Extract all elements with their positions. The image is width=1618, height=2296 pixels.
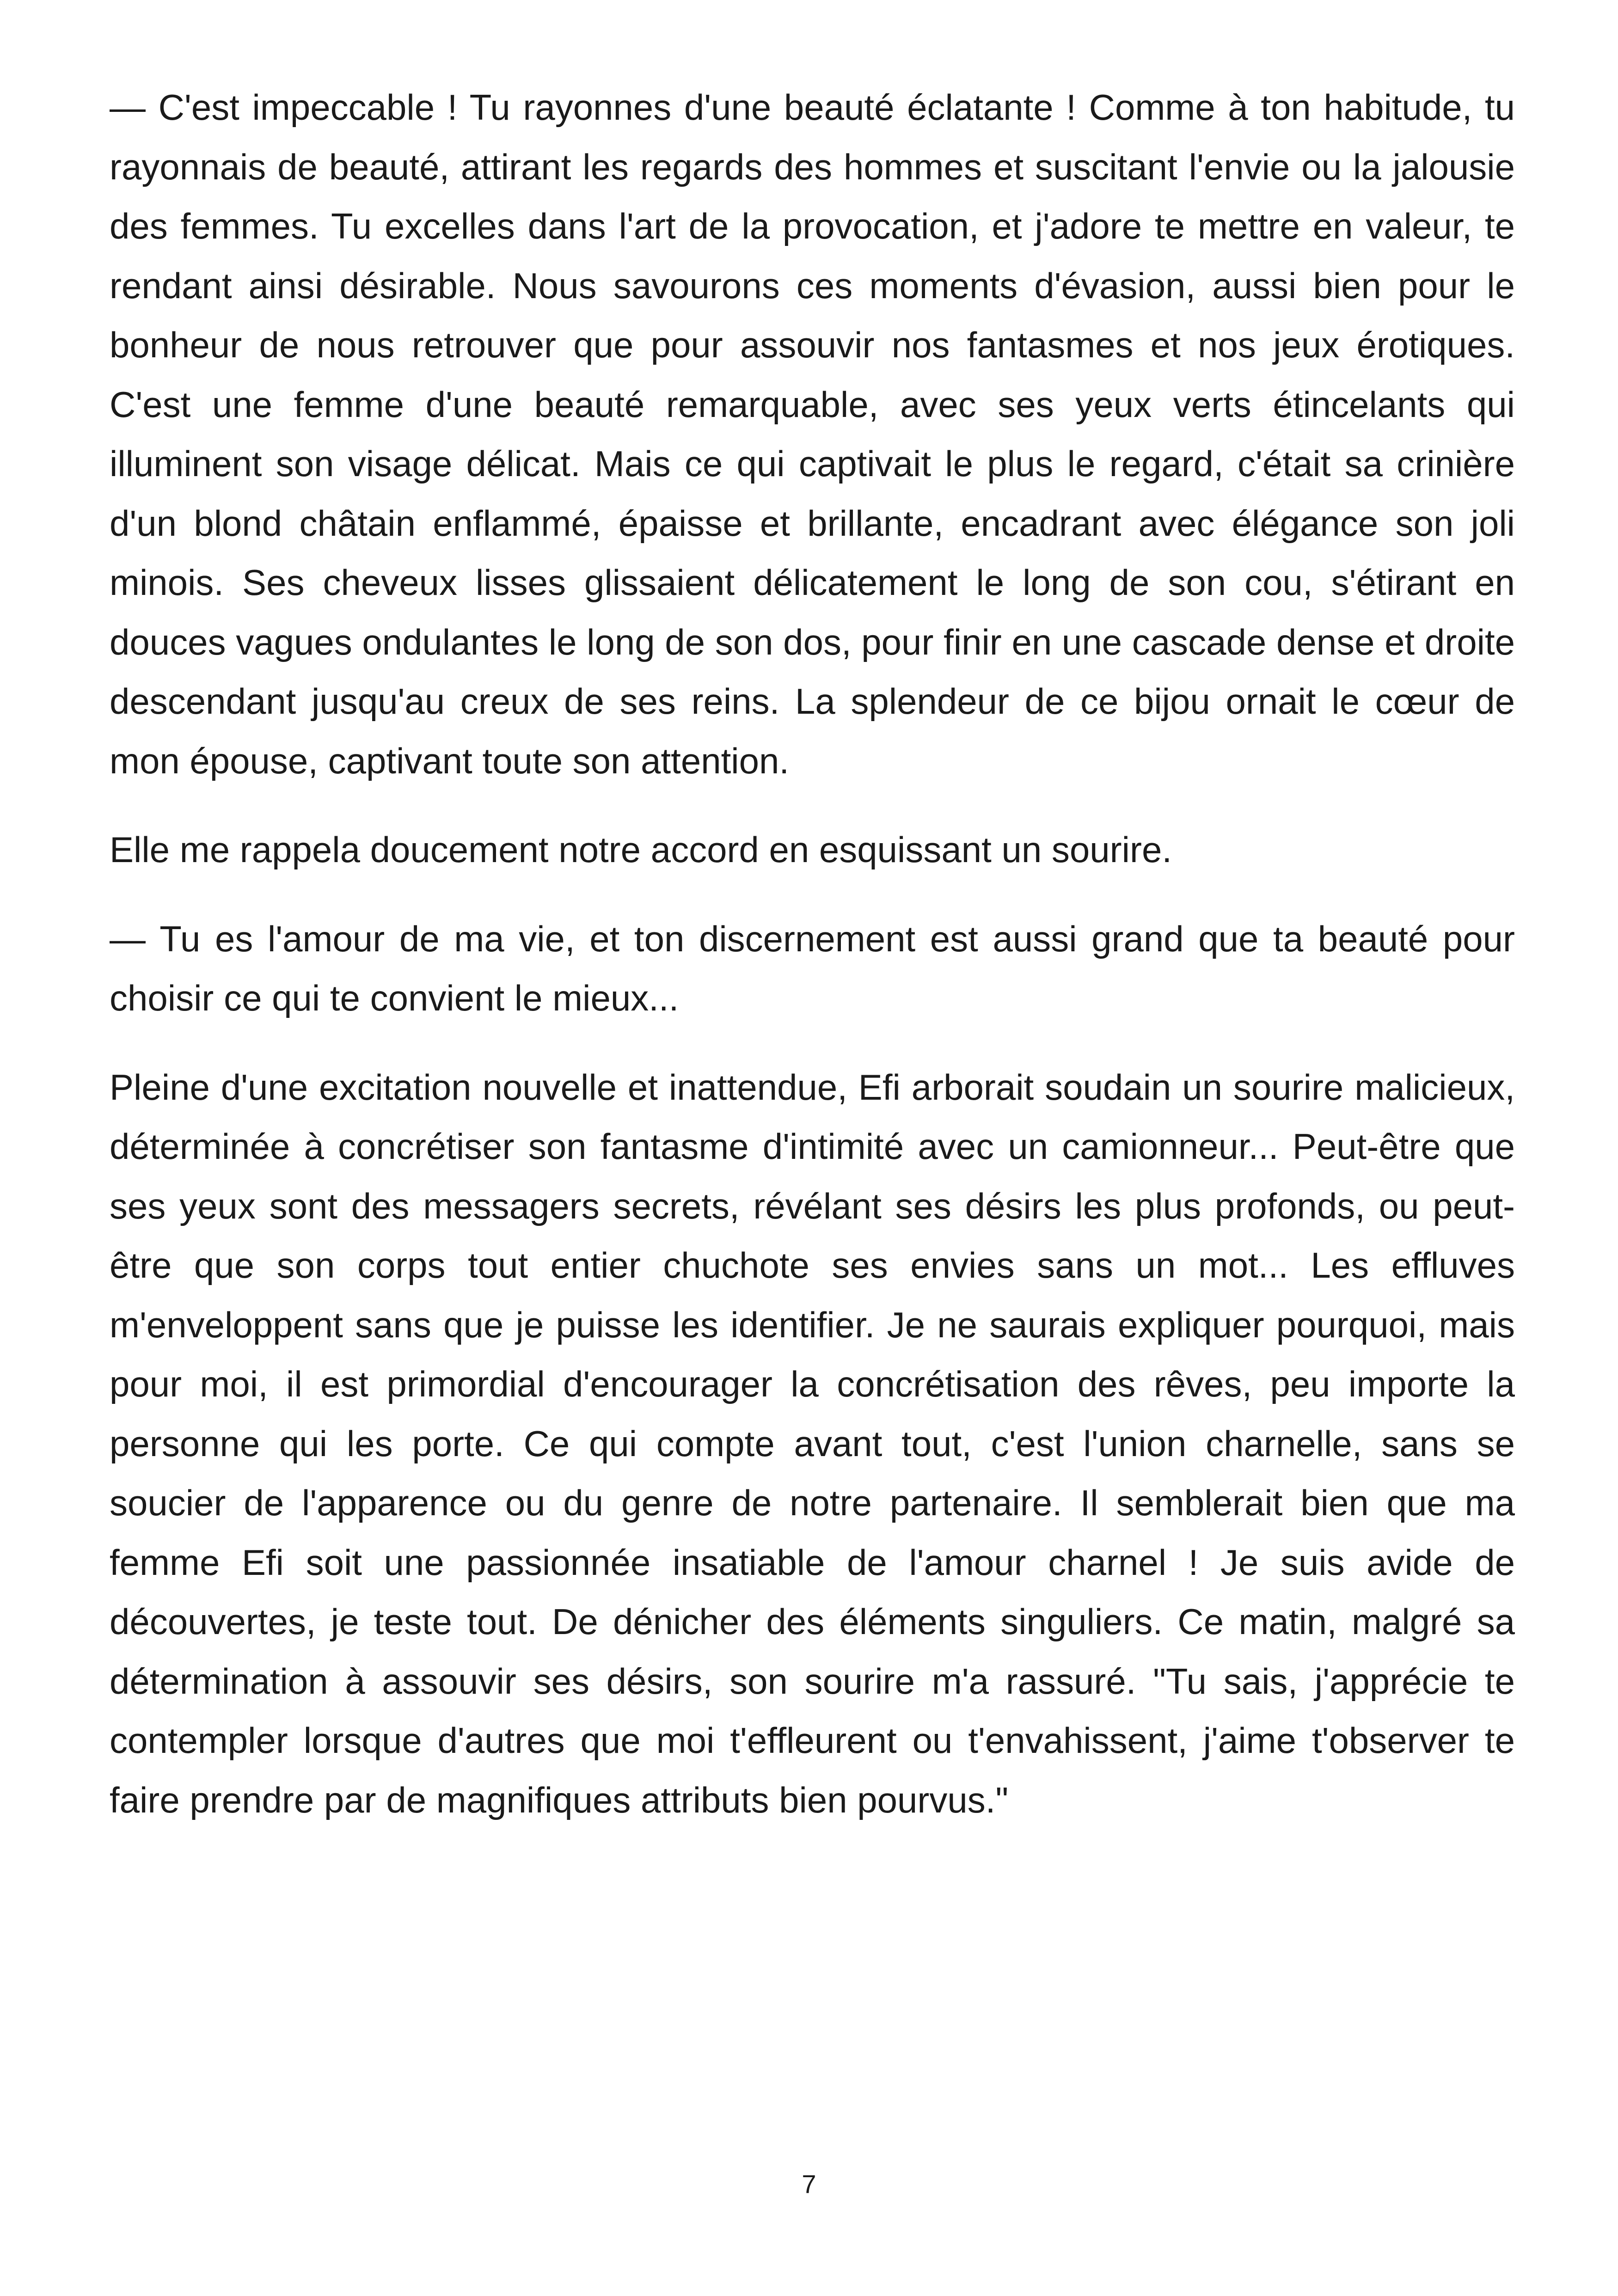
document-body xyxy=(110,78,1515,1859)
paragraph-4: Pleine d'une excitation nouvelle et inattendue, Efi arborait soudain un sourire malicieux, déterminée à concrétiser son fantasme d'intimité avec un camionneur... Peut-être que ses yeux sont des messagers secrets, révélant ses désirs les plus profonds, ou peut-être que son corps tout entier chuchote ses envies sans un mot... Les effluves m'enveloppent sans que je puisse les identifier. Je ne saurais expliquer pourquoi, mais pour moi, il est primordial d'encourager la concrétisation des rêves, peu importe la personne qui les porte. Ce qui compte avant tout, c'est l'union charnelle, sans se soucier de l'apparence ou du genre de notre partenaire. Il semblerait bien que ma femme Efi soit une passionnée insatiable de l'amour charnel ! Je suis avide de découvertes, je teste tout. De dénicher des éléments singuliers. Ce matin, malgré sa détermination à assouvir ses désirs, son sourire m'a rassuré. "Tu sais, j'apprécie te contempler lorsque d'autres que moi t'effleurent ou t'envahissent, j'aime t'observer te faire prendre par de magnifiques attributs bien pourvus." xyxy=(110,1066,1515,1820)
paragraph-1: — C'est impeccable ! Tu rayonnes d'une beauté éclatante ! Comme à ton habitude, tu rayonnais de beauté, attirant les regards des hommes et suscitant l'envie ou la jalousie des femmes. Tu excelles dans l'art de la provocation, et j'adore te mettre en valeur, te rendant ainsi désirable. Nous savourons ces moments d'évasion, aussi bien pour le bonheur de nous retrouver que pour assouvir nos fantasmes et nos jeux érotiques. C'est une femme d'une beauté remarquable, avec ses yeux verts étincelants qui illuminent son visage délicat. Mais ce qui captivait le plus le regard, c'était sa crinière d'un blond châtain enflammé, épaisse et brillante, encadrant avec élégance son joli minois. Ses cheveux lisses glissaient délicatement le long de son cou, s'étirant en douces vagues ondulantes le long de son dos, pour finir en une cascade dense et droite descendant jusqu'au creux de ses reins. La splendeur de ce bijou ornait le cœur de mon épouse, captivant toute son attention. xyxy=(110,87,1515,781)
paragraph-3: — Tu es l'amour de ma vie, et ton discernement est aussi grand que ta beauté pour choisir ce qui te convient le mieux... xyxy=(110,918,1515,1018)
page-number: 7 xyxy=(802,2169,816,2198)
paragraph-2: Elle me rappela doucement notre accord en esquissant un sourire. xyxy=(110,829,1172,870)
